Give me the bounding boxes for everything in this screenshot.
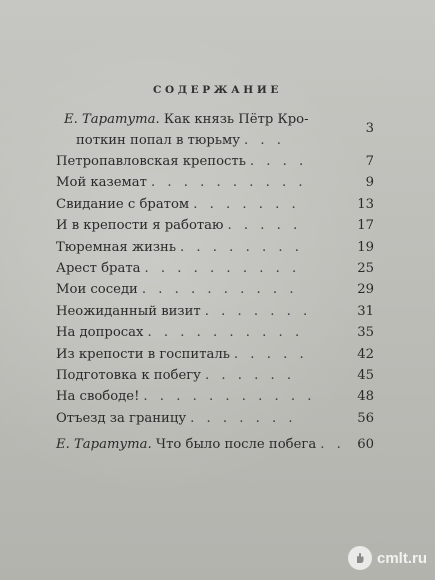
toc-entry [56,344,374,365]
dot-leader: . . . . . . . . . . [150,175,307,191]
toc-page-number: 29 [357,282,374,298]
toc-page-number: 25 [357,260,374,276]
toc-entry [56,434,374,455]
toc-entry-title-text: Что было после побега [151,437,317,453]
toc-entry [56,365,374,386]
toc-entry [56,279,374,300]
toc-page-number: 45 [357,367,374,383]
toc-entry [56,408,374,429]
toc-entry [56,172,374,193]
toc-entry-title: Мои соседи [56,282,138,298]
hand-icon [348,546,372,570]
dot-leader: . . . . . . [204,367,296,383]
toc-entry-title: Неожиданный визит [56,303,201,319]
dot-leader: . . . . . . . . . . . [143,389,316,405]
page-title: СОДЕРЖАНИЕ [153,84,282,96]
dot-leader: . . . . . . . [190,410,297,426]
dot-leader: . . . [244,133,285,148]
toc-entry-title: Свидание с братом [56,196,190,212]
dot-leader: . . . . [249,154,308,169]
toc-entry-title: Подготовка к побегу [56,367,201,383]
toc-page-number: 35 [357,325,374,341]
toc-entry [56,151,374,172]
toc-entry [56,110,374,151]
toc-page-number: 31 [357,303,374,319]
toc-entry-author: Е. Таратута. [56,437,152,453]
dot-leader: . . . . . [233,346,308,362]
site-watermark [348,544,427,572]
toc-entry [56,237,374,258]
dot-leader: . . . . . . . . . . [144,260,301,276]
toc-entry-author: Е. Таратута. [64,112,160,127]
toc-entry-title: Тюремная жизнь [56,239,177,255]
toc-entry-title: Мой каземат [56,175,147,191]
toc-entry [56,386,374,407]
toc-entry [56,258,374,279]
toc-page-number: 7 [365,153,374,169]
dot-leader: . . . . . . . . [180,239,303,255]
table-of-contents [56,110,374,455]
toc-entry [56,215,374,236]
toc-page-number: 19 [357,239,374,255]
dot-leader: . . . . . . . . . . [141,282,298,298]
toc-entry [56,322,374,343]
toc-entry-title-line1 [56,110,374,130]
toc-entry-title: Отъезд за границу [56,410,187,426]
toc-entry-title: Из крепости в госпиталь [56,346,230,362]
dot-leader: . . . . . . . . . . [147,325,304,341]
toc-page-number: 17 [357,218,374,234]
toc-page-number: 56 [357,410,374,426]
toc-entry-title: Арест брата [56,260,141,276]
toc-page-number: 13 [357,196,374,212]
toc-page-number: 3 [365,121,374,136]
toc-entry-title: Петропавловская крепость [56,154,246,169]
toc-entry-title: На допросах [56,325,144,341]
toc-page-number: 42 [357,346,374,362]
watermark-text: cmlt.ru [376,549,427,567]
dot-leader: . . . . . . . [204,303,312,319]
dot-leader: . . [320,437,345,453]
toc-page-number: 60 [357,437,374,453]
toc-entry [56,301,374,322]
toc-entry-title: На свободе! [56,389,140,405]
toc-entry-title: И в крепости я работаю [56,218,224,234]
dot-leader: . . . . . [227,218,302,234]
toc-entry-title-line2 [56,130,374,151]
toc-entry-title: поткин попал в тюрьму [76,133,241,148]
toc-entry-title: Как князь Пётр Кро- [159,112,309,127]
toc-page-number: 9 [365,175,374,191]
toc-page-number: 48 [357,389,374,405]
dot-leader: . . . . . . . [193,196,300,212]
toc-entry-title [56,437,316,452]
toc-entry [56,194,374,215]
